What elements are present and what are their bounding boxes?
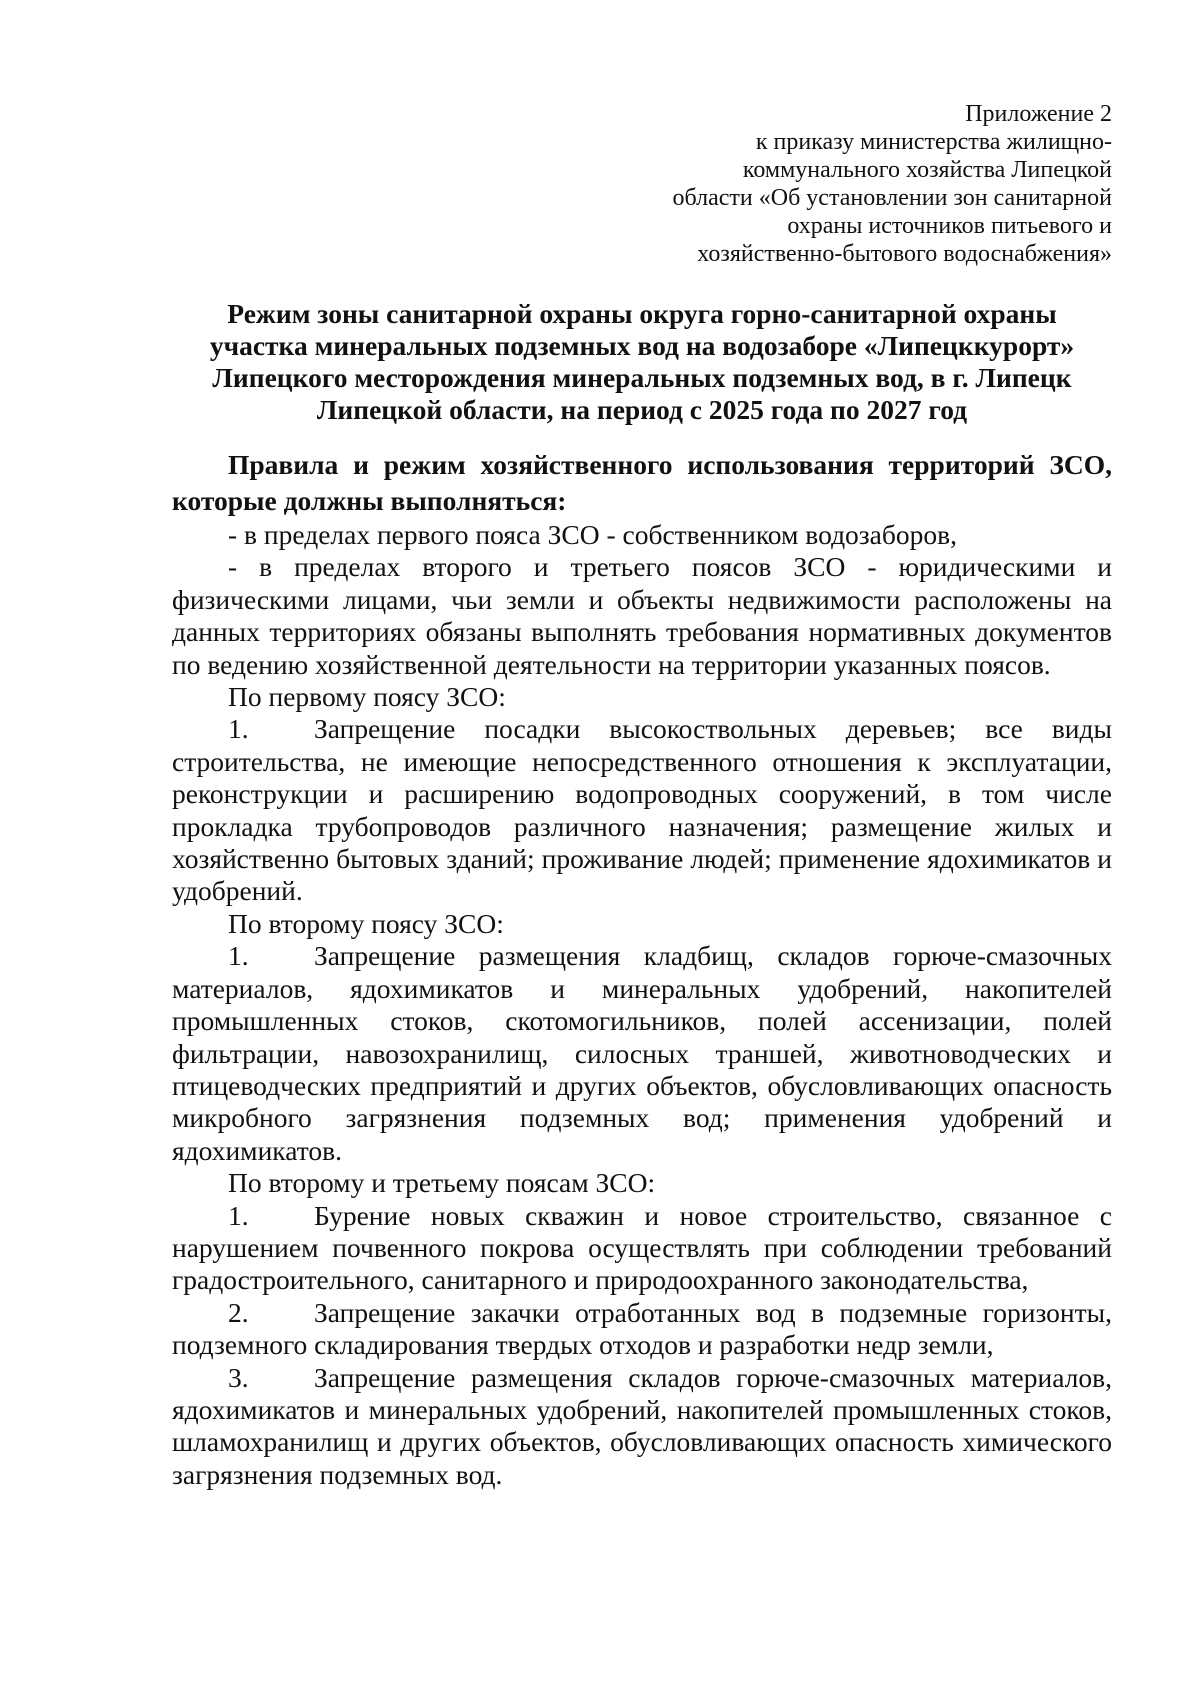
item-text: Запрещение закачки отработанных вод в подземные горизонты, подземного складирования твердых отходов и разработки недр земли,: [172, 1296, 1112, 1361]
item-number: 1.: [228, 1199, 249, 1231]
document-title: [172, 298, 1112, 426]
item-text: Запрещение размещения складов горюче-смазочных материалов, ядохимикатов и минеральных удобрений, накопителей промышленных стоков, шламохранилищ и других объектов, обусловливающих опасность химического загрязнения подземных вод.: [172, 1361, 1112, 1490]
item-number: 1.: [228, 940, 249, 972]
appendix-line: к приказу министерства жилищно-: [755, 129, 1112, 155]
title-line: участка минеральных подземных вод на водозаборе «Липецккурорт»: [209, 330, 1075, 361]
intro-paragraph: - в пределах второго и третьего поясов ЗСО - юридическими и физическими лицами, чьи земли и объекты недвижимости расположены на данных территориях обязаны выполнять требования нормативных документов по ведению хозяйственной деятельности на территории указанных поясов.: [172, 551, 1112, 680]
section-heading-second-belt: По второму поясу ЗСО:: [228, 907, 504, 939]
title-line: Липецкой области, на период с 2025 года по 2027 год: [316, 394, 968, 425]
item-number: 3.: [228, 1361, 249, 1393]
title-line: Липецкого месторождения минеральных подземных вод, в г. Липецк: [212, 362, 1072, 393]
section-heading-first-belt: По первому поясу ЗСО:: [228, 681, 506, 713]
appendix-line: коммунального хозяйства Липецкой: [742, 157, 1112, 183]
item-number: 2.: [228, 1296, 249, 1328]
list-item: [172, 1200, 1112, 1297]
list-item: [172, 1297, 1112, 1362]
item-number: 1.: [228, 713, 249, 745]
appendix-header: [172, 100, 1112, 268]
rules-heading: Правила и режим хозяйственного использования территорий ЗСО, которые должны выполняться:: [172, 449, 1112, 516]
appendix-line: хозяйственно-бытового водоснабжения»: [697, 241, 1112, 267]
intro-paragraph: - в пределах первого пояса ЗСО - собственником водозаборов,: [228, 519, 957, 550]
section-heading-second-third-belts: По второму и третьему поясам ЗСО:: [228, 1167, 656, 1199]
list-item: [172, 713, 1112, 907]
title-line: Режим зоны санитарной охраны округа горно-санитарной охраны: [227, 298, 1057, 329]
item-text: Бурение новых скважин и новое строительство, связанное с нарушением почвенного покрова осуществлять при соблюдении требований градостроительного, санитарного и природоохранного законодательства,: [172, 1199, 1112, 1296]
appendix-line: Приложение 2: [965, 101, 1112, 127]
item-text: Запрещение размещения кладбищ, складов горюче-смазочных материалов, ядохимикатов и минеральных удобрений, накопителей промышленных стоков, скотомогильников, полей ассенизации, полей фильтрации, навозохранилищ, силосных траншей, животноводческих и птицеводческих предприятий и других объектов, обусловливающих опасность микробного загрязнения подземных вод; применения удобрений и ядохимикатов.: [172, 940, 1112, 1166]
appendix-line: области «Об установлении зон санитарной: [672, 185, 1112, 211]
item-text: Запрещение посадки высокоствольных деревьев; все виды строительства, не имеющие непосредственного отношения к эксплуатации, реконструкции и расширению водопроводных сооружений, в том числе прокладка трубопроводов различного назначения; размещение жилых и хозяйственно бытовых зданий; проживание людей; применение ядохимикатов и удобрений.: [172, 713, 1112, 907]
appendix-line: охраны источников питьевого и: [787, 213, 1112, 239]
list-item: [172, 1362, 1112, 1492]
list-item: [172, 940, 1112, 1167]
